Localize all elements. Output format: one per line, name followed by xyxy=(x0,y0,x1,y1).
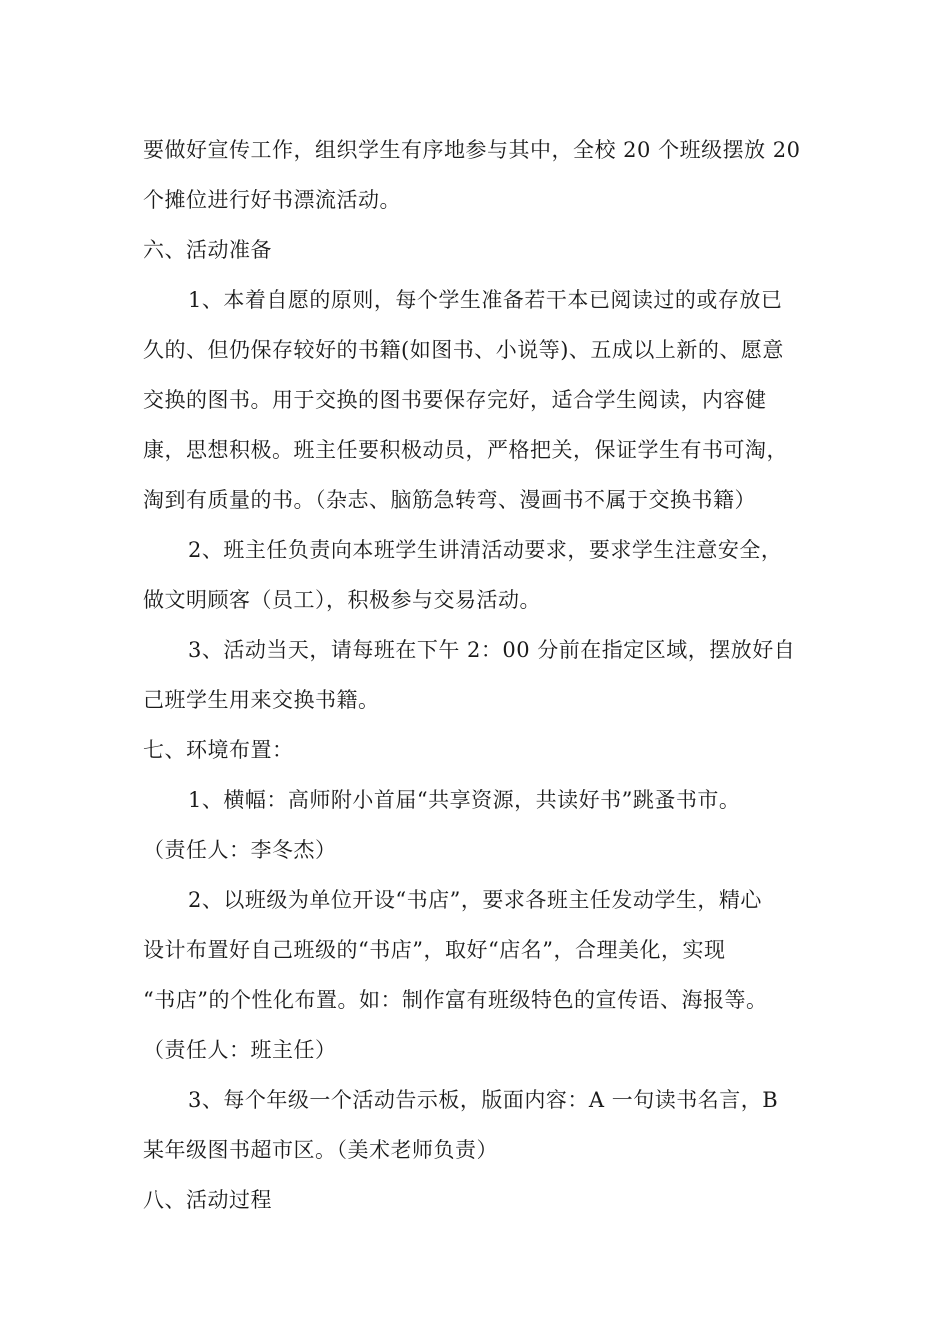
paragraph-line: 设计布置好自己班级的“书店”，取好“店名”，合理美化，实现 xyxy=(143,938,726,962)
paragraph-line: “书店”的个性化布置。如：制作富有班级特色的宣传语、海报等。 xyxy=(143,988,768,1012)
paragraph-line: 要做好宣传工作，组织学生有序地参与其中，全校 20 个班级摆放 20 xyxy=(143,138,801,162)
paragraph-line: 3、活动当天，请每班在下午 2：00 分前在指定区域，摆放好自 xyxy=(188,638,796,662)
paragraph-line: 交换的图书。用于交换的图书要保存完好，适合学生阅读，内容健 xyxy=(143,388,767,412)
paragraph-line: （责任人：班主任） xyxy=(143,1038,337,1062)
section-heading-environment: 七、环境布置： xyxy=(143,738,294,762)
paragraph-line: 3、每个年级一个活动告示板，版面内容：A 一句读书名言，B xyxy=(188,1088,779,1112)
paragraph-line: （责任人：李冬杰） xyxy=(143,838,337,862)
paragraph-line: 某年级图书超市区。（美术老师负责） xyxy=(143,1138,498,1162)
paragraph-line: 2、班主任负责向本班学生讲清活动要求，要求学生注意安全， xyxy=(188,538,783,562)
paragraph-line: 淘到有质量的书。（杂志、脑筋急转弯、漫画书不属于交换书籍） xyxy=(143,488,756,512)
section-heading-preparation: 六、活动准备 xyxy=(143,238,272,262)
paragraph-line: 1、横幅：高师附小首届“共享资源，共读好书”跳蚤书市。 xyxy=(188,788,741,812)
paragraph-line: 个摊位进行好书漂流活动。 xyxy=(143,188,401,212)
paragraph-line: 久的、但仍保存较好的书籍(如图书、小说等)、五成以上新的、愿意 xyxy=(143,338,784,362)
paragraph-line: 己班学生用来交换书籍。 xyxy=(143,688,380,712)
section-heading-process: 八、活动过程 xyxy=(143,1188,272,1212)
paragraph-line: 1、本着自愿的原则，每个学生准备若干本已阅读过的或存放已 xyxy=(188,288,783,312)
paragraph-line: 做文明顾客（员工），积极参与交易活动。 xyxy=(143,588,541,612)
paragraph-line: 康，思想积极。班主任要积极动员，严格把关，保证学生有书可淘， xyxy=(143,438,788,462)
paragraph-line: 2、以班级为单位开设“书店”，要求各班主任发动学生，精心 xyxy=(188,888,762,912)
